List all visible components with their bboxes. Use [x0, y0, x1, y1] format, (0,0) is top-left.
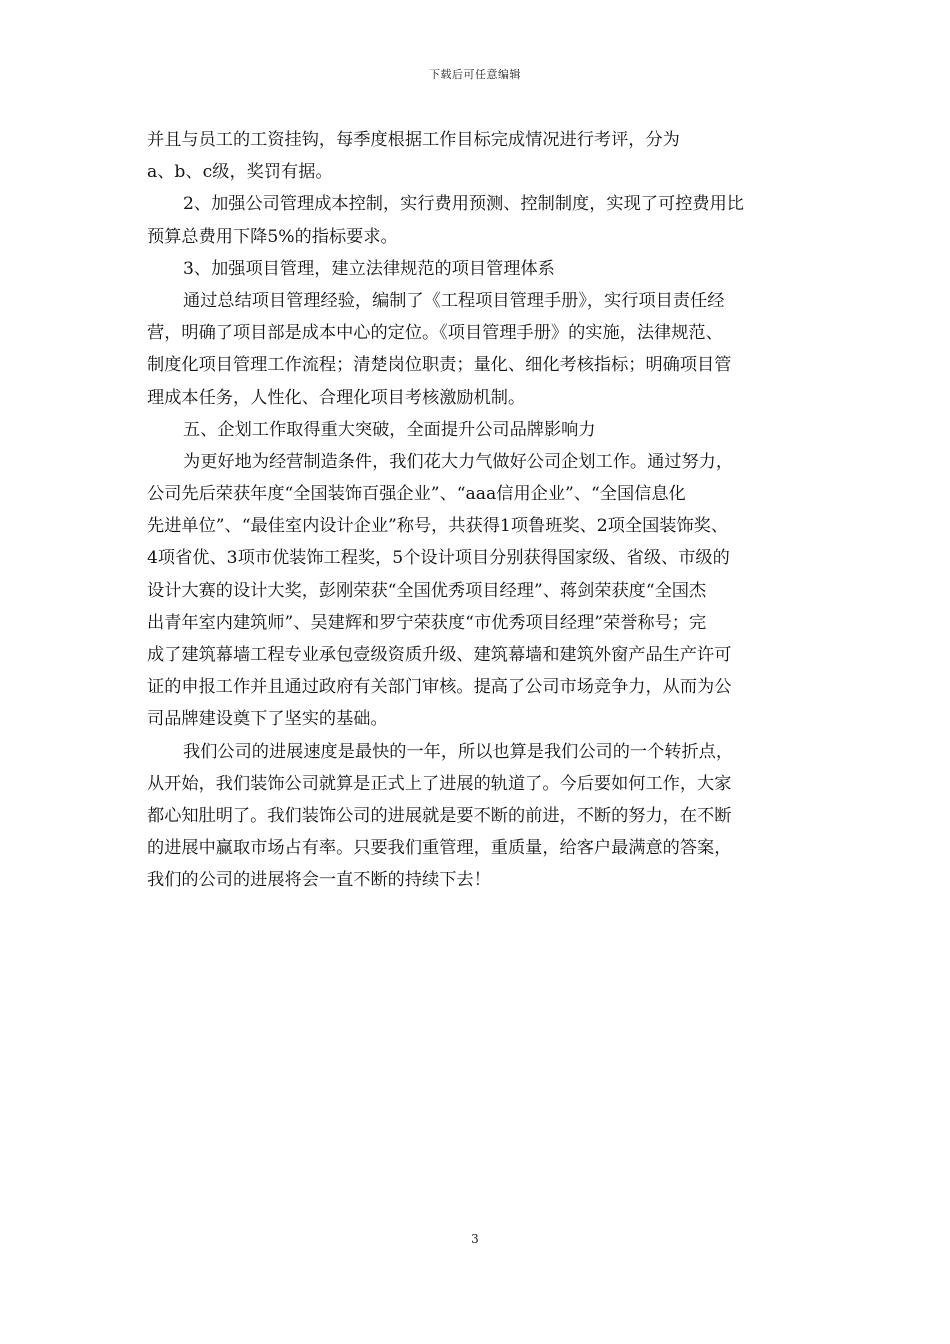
text-line: a、b、c级，奖罚有据。 — [147, 162, 333, 183]
text-line: 五、企划工作取得重大突破，全面提升公司品牌影响力 — [183, 419, 596, 440]
text-line: 理成本任务，人性化、合理化项目考核激励机制。 — [147, 387, 526, 408]
text-line: 我们公司的进展速度是最快的一年，所以也算是我们公司的一个转折点， — [183, 741, 734, 762]
text-line: 并且与员工的工资挂钩，每季度根据工作目标完成情况进行考评，分为 — [147, 130, 680, 150]
document-body — [147, 124, 807, 897]
page-number: 3 — [471, 1232, 479, 1246]
text-line: 先进单位”、“最佳室内设计企业”称号，共获得1项鲁班奖、2项全国装饰奖、 — [147, 516, 729, 537]
text-line: 出青年室内建筑师”、吴建辉和罗宁荣获度“市优秀项目经理”荣誉称号；完 — [147, 612, 707, 633]
text-line: 4项省优、3项市优装饰工程奖，5个设计项目分别获得国家级、省级、市级的 — [147, 548, 730, 569]
text-line: 我们的公司的进展将会一直不断的持续下去！ — [147, 870, 491, 891]
text-line: 公司先后荣获年度“全国装饰百强企业”、“aaa信用企业”、“全国信息化 — [147, 484, 686, 505]
text-line: 预算总费用下降5%的指标要求。 — [147, 226, 398, 247]
text-line: 都心知肚明了。我们装饰公司的进展就是要不断的前进，不断的努力，在不断 — [147, 805, 732, 826]
text-line: 司品牌建设奠下了坚实的基础。 — [147, 709, 388, 730]
text-line: 的进展中赢取市场占有率。只要我们重管理，重质量，给客户最满意的答案， — [147, 838, 732, 859]
text-line: 证的申报工作并且通过政府有关部门审核。提高了公司市场竞争力，从而为公 — [147, 677, 732, 698]
text-line: 设计大赛的设计大奖，彭刚荣获“全国优秀项目经理”、蒋剑荣获度“全国杰 — [147, 580, 707, 601]
text-line: 通过总结项目管理经验，编制了《工程项目管理手册》，实行项目责任经 — [183, 290, 725, 311]
text-line: 为更好地为经营制造条件，我们花大力气做好公司企划工作。通过努力， — [183, 451, 734, 472]
text-line: 3、加强项目管理，建立法律规范的项目管理体系 — [183, 258, 555, 279]
text-line: 成了建筑幕墙工程专业承包壹级资质升级、建筑幕墙和建筑外窗产品生产许可 — [147, 645, 732, 665]
text-line: 营，明确了项目部是成本中心的定位。《项目管理手册》的实施，法律规范、 — [147, 323, 723, 344]
page-header: 下载后可任意编辑 — [429, 68, 521, 81]
text-line: 从开始，我们装饰公司就算是正式上了进展的轨道了。今后要如何工作，大家 — [147, 773, 732, 794]
text-line: 制度化项目管理工作流程；清楚岗位职责；量化、细化考核指标；明确项目管 — [147, 355, 732, 376]
text-line: 2、加强公司管理成本控制，实行费用预测、控制制度，实现了可控费用比 — [183, 194, 744, 215]
